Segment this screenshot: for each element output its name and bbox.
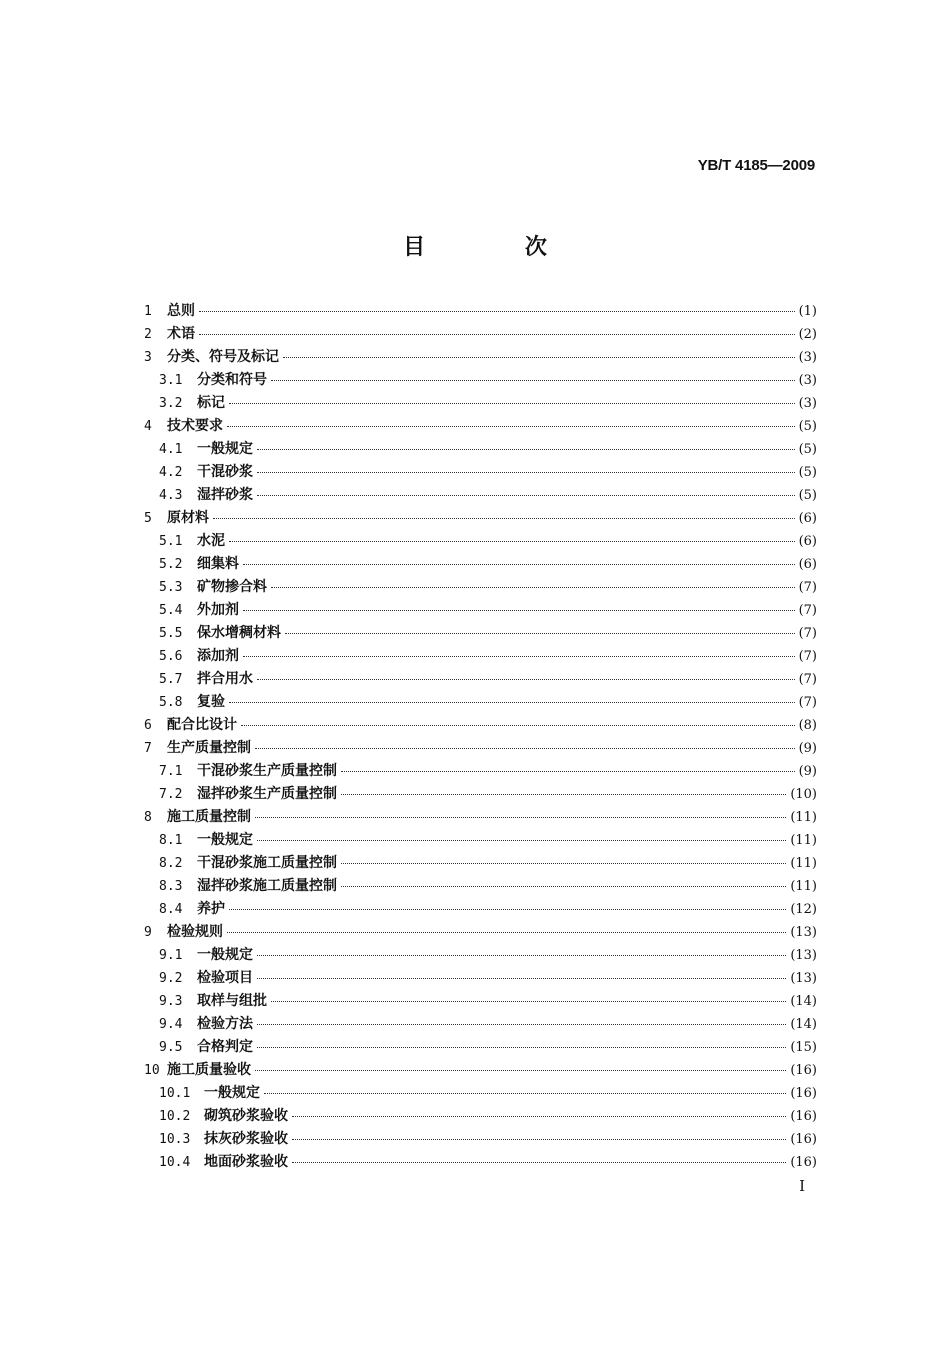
toc-entry-page: (11) [790,879,817,894]
toc-entry-label: 施工质量验收 [167,1062,251,1078]
toc-entry-page: (2) [798,327,817,342]
toc-entry-label: 合格判定 [197,1039,253,1055]
toc-entry[interactable] [144,714,817,737]
toc-entry-page: (5) [798,488,817,503]
toc-entry-label: 干混砂浆施工质量控制 [197,855,337,871]
toc-entry-number: 5.6 [159,649,183,664]
toc-entry[interactable] [144,461,817,484]
toc-entry[interactable] [144,323,817,346]
toc-entry-number: 10.1 [159,1086,191,1101]
toc-entry-page: (10) [790,787,817,802]
toc-entry[interactable] [144,507,817,530]
toc-entry[interactable] [144,990,817,1013]
toc-entry-label: 配合比设计 [167,717,237,733]
toc-entry[interactable] [144,369,817,392]
toc-entry-label: 施工质量控制 [167,809,251,825]
toc-dot-leader [255,817,786,818]
toc-dot-leader [243,656,795,657]
toc-entry[interactable] [144,553,817,576]
toc-entry-page: (16) [790,1132,817,1147]
toc-entry-number: 2 [144,327,152,342]
toc-entry-label: 细集料 [197,556,239,572]
toc-dot-leader [255,748,795,749]
toc-entry-label: 湿拌砂浆生产质量控制 [197,786,337,802]
toc-entry-page: (11) [790,833,817,848]
toc-entry-page: (3) [798,373,817,388]
toc-entry[interactable] [144,392,817,415]
toc-entry[interactable] [144,346,817,369]
toc-dot-leader [229,702,795,703]
toc-dot-leader [257,1047,786,1048]
toc-dot-leader [283,357,795,358]
toc-entry-page: (7) [798,695,817,710]
toc-entry-number: 9.4 [159,1017,183,1032]
toc-entry-number: 7.2 [159,787,183,802]
toc-entry-page: (7) [798,603,817,618]
toc-dot-leader [257,449,795,450]
toc-entry[interactable] [144,438,817,461]
toc-entry-label: 抹灰砂浆验收 [204,1131,288,1147]
toc-entry[interactable] [144,1059,817,1082]
toc-dot-leader [257,1024,786,1025]
toc-entry-number: 8.4 [159,902,183,917]
toc-entry-label: 保水增稠材料 [197,625,281,641]
toc-title: 目 次 [403,235,593,260]
toc-entry-number: 10.4 [159,1155,191,1170]
toc-dot-leader [257,472,795,473]
toc-entry-label: 一般规定 [204,1085,260,1101]
toc-entry-page: (13) [790,971,817,986]
toc-entry[interactable] [144,576,817,599]
toc-entry-number: 3.2 [159,396,183,411]
toc-dot-leader [257,679,795,680]
toc-entry-label: 复验 [197,694,225,710]
toc-entry[interactable] [144,668,817,691]
toc-entry-number: 5.7 [159,672,183,687]
toc-entry-number: 8 [144,810,152,825]
toc-entry-number: 9.1 [159,948,183,963]
toc-entry[interactable] [144,921,817,944]
toc-entry-number: 9.2 [159,971,183,986]
toc-entry[interactable] [144,1013,817,1036]
toc-dot-leader [241,725,795,726]
toc-entry-label: 原材料 [167,510,209,526]
toc-dot-leader [341,771,795,772]
toc-entry-number: 6 [144,718,152,733]
toc-dot-leader [229,909,786,910]
toc-entry-number: 10.3 [159,1132,191,1147]
toc-entry-page: (13) [790,925,817,940]
toc-entry-number: 5.3 [159,580,183,595]
toc-entry-number: 9 [144,925,152,940]
toc-dot-leader [243,610,795,611]
toc-entry-number: 5.2 [159,557,183,572]
toc-entry-number: 3 [144,350,152,365]
toc-entry-label: 生产质量控制 [167,740,251,756]
toc-dot-leader [271,380,795,381]
toc-entry-page: (13) [790,948,817,963]
toc-entry-label: 一般规定 [197,441,253,457]
toc-entry-label: 砌筑砂浆验收 [204,1108,288,1124]
toc-entry-page: (5) [798,465,817,480]
toc-entry-number: 1 [144,304,152,319]
toc-dot-leader [285,633,795,634]
toc-entry[interactable] [144,760,817,783]
toc-entry-page: (7) [798,672,817,687]
toc-entry-number: 5 [144,511,152,526]
toc-dot-leader [271,1001,786,1002]
toc-entry-number: 9.5 [159,1040,183,1055]
toc-dot-leader [257,495,795,496]
toc-entry-label: 总则 [167,303,195,319]
standard-code: YB/T 4185—2009 [697,157,815,174]
toc-entry-number: 10.2 [159,1109,191,1124]
toc-entry-page: (16) [790,1155,817,1170]
toc-entry-page: (7) [798,626,817,641]
toc-entry-number: 4.3 [159,488,183,503]
toc-dot-leader [271,587,795,588]
toc-entry-page: (6) [798,511,817,526]
toc-entry-page: (11) [790,810,817,825]
toc-entry-number: 5.8 [159,695,183,710]
toc-dot-leader [199,334,795,335]
toc-entry-label: 检验规则 [167,924,223,940]
toc-dot-leader [229,403,795,404]
toc-entry[interactable] [144,1082,817,1105]
toc-entry-label: 技术要求 [167,418,223,434]
toc-entry-label: 添加剂 [197,648,239,664]
toc-entry-number: 3.1 [159,373,183,388]
toc-entry-page: (9) [798,764,817,779]
toc-entry-label: 干混砂浆 [197,464,253,480]
toc-dot-leader [199,311,795,312]
toc-entry-page: (6) [798,534,817,549]
toc-entry-number: 8.1 [159,833,183,848]
toc-entry-label: 湿拌砂浆 [197,487,253,503]
toc-entry[interactable] [144,484,817,507]
toc-entry-label: 取样与组批 [197,993,267,1009]
toc-entry-page: (7) [798,649,817,664]
toc-entry-label: 一般规定 [197,947,253,963]
toc-entry[interactable] [144,967,817,990]
toc-entry-page: (8) [798,718,817,733]
toc-entry-label: 一般规定 [197,832,253,848]
toc-entry-page: (6) [798,557,817,572]
toc-dot-leader [292,1162,786,1163]
toc-entry-label: 分类、符号及标记 [167,349,279,365]
toc-dot-leader [341,863,786,864]
page-number: I [799,1177,805,1195]
toc-entry[interactable] [144,898,817,921]
toc-dot-leader [229,541,795,542]
toc-entry[interactable] [144,852,817,875]
toc-entry[interactable] [144,1151,817,1174]
toc-entry[interactable] [144,737,817,760]
toc-dot-leader [341,794,786,795]
table-of-contents [144,300,817,1174]
toc-dot-leader [264,1093,786,1094]
toc-entry-page: (16) [790,1063,817,1078]
toc-entry[interactable] [144,415,817,438]
toc-dot-leader [292,1116,786,1117]
toc-entry-number: 5.4 [159,603,183,618]
toc-entry[interactable] [144,645,817,668]
toc-entry[interactable] [144,829,817,852]
toc-entry-number: 8.2 [159,856,183,871]
toc-entry-number: 4.2 [159,465,183,480]
toc-entry-label: 拌合用水 [197,671,253,687]
toc-dot-leader [257,978,786,979]
toc-entry-page: (11) [790,856,817,871]
toc-entry-label: 养护 [197,901,225,917]
toc-entry-number: 5.1 [159,534,183,549]
toc-entry-page: (3) [798,396,817,411]
toc-entry-label: 检验方法 [197,1016,253,1032]
toc-entry-number: 4 [144,419,152,434]
toc-dot-leader [243,564,795,565]
toc-entry-number: 8.3 [159,879,183,894]
toc-entry[interactable] [144,1105,817,1128]
toc-dot-leader [213,518,795,519]
toc-dot-leader [341,886,786,887]
toc-entry-page: (9) [798,741,817,756]
toc-entry-label: 水泥 [197,533,225,549]
toc-entry-number: 4.1 [159,442,183,457]
toc-dot-leader [292,1139,786,1140]
toc-entry-label: 术语 [167,326,195,342]
toc-entry-page: (14) [790,1017,817,1032]
toc-entry[interactable] [144,691,817,714]
toc-entry-page: (1) [798,304,817,319]
toc-dot-leader [255,1070,786,1071]
toc-entry[interactable] [144,530,817,553]
toc-entry-label: 地面砂浆验收 [204,1154,288,1170]
toc-entry[interactable] [144,1128,817,1151]
toc-entry[interactable] [144,875,817,898]
toc-dot-leader [227,426,795,427]
toc-entry[interactable] [144,783,817,806]
toc-entry-number: 7.1 [159,764,183,779]
toc-entry-page: (5) [798,419,817,434]
toc-entry-label: 干混砂浆生产质量控制 [197,763,337,779]
toc-entry[interactable] [144,944,817,967]
toc-entry-label: 外加剂 [197,602,239,618]
toc-entry-page: (16) [790,1086,817,1101]
toc-entry-page: (7) [798,580,817,595]
toc-entry[interactable] [144,622,817,645]
toc-entry-page: (16) [790,1109,817,1124]
toc-entry-label: 检验项目 [197,970,253,986]
toc-dot-leader [257,955,786,956]
toc-entry-page: (15) [790,1040,817,1055]
toc-entry-page: (14) [790,994,817,1009]
toc-entry[interactable] [144,599,817,622]
toc-entry[interactable] [144,1036,817,1059]
toc-entry[interactable] [144,300,817,323]
toc-entry-number: 9.3 [159,994,183,1009]
toc-entry-page: (12) [790,902,817,917]
toc-dot-leader [227,932,786,933]
toc-entry-page: (5) [798,442,817,457]
toc-entry-page: (3) [798,350,817,365]
toc-entry-number: 10 [144,1063,160,1078]
toc-entry-number: 5.5 [159,626,183,641]
toc-entry[interactable] [144,806,817,829]
toc-entry-number: 7 [144,741,152,756]
toc-dot-leader [257,840,786,841]
toc-entry-label: 矿物掺合料 [197,579,267,595]
toc-entry-label: 分类和符号 [197,372,267,388]
toc-entry-label: 标记 [197,395,225,411]
toc-entry-label: 湿拌砂浆施工质量控制 [197,878,337,894]
